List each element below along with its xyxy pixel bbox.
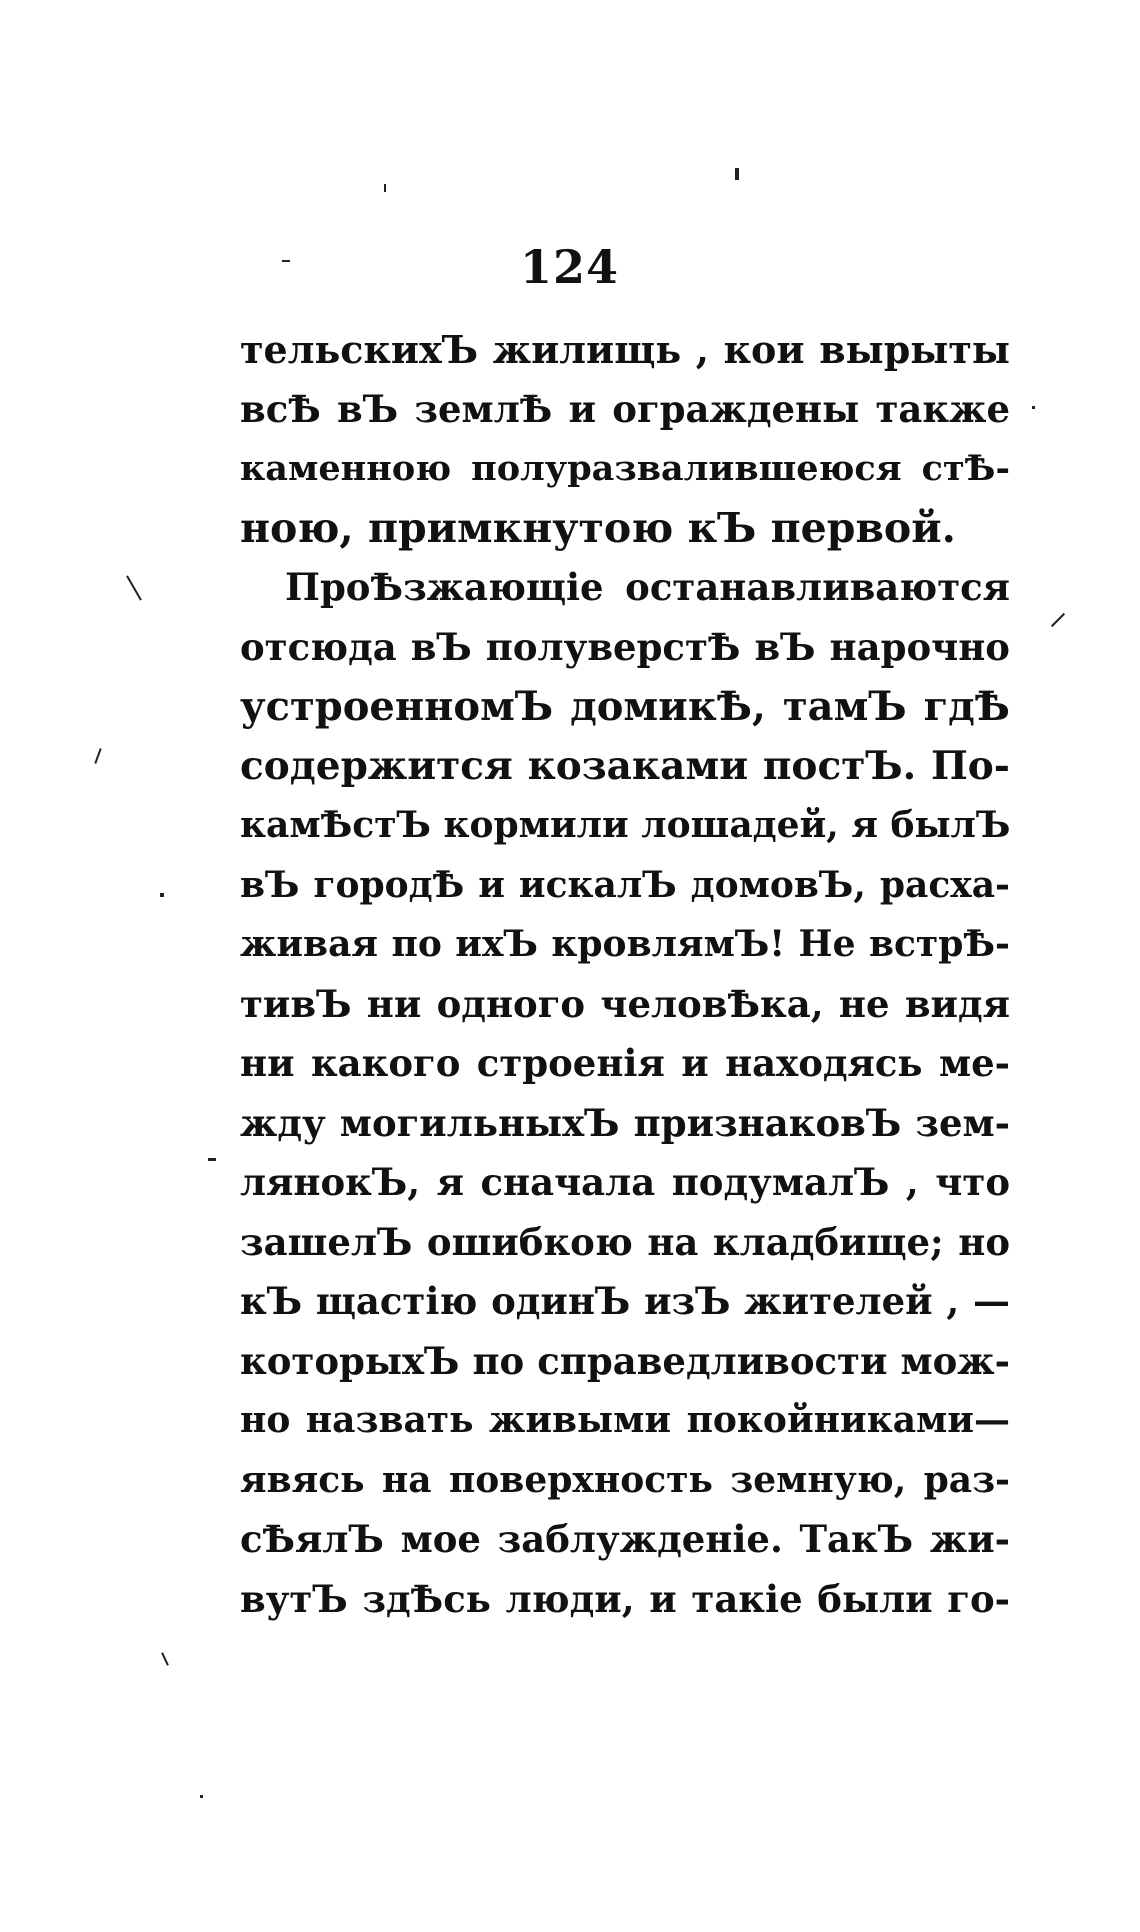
text-line: ни какого строенія и находясь ме-: [240, 1041, 1010, 1085]
text-line: которыхЪ по справедливости мож-: [240, 1338, 1010, 1383]
text-line: ПроѢзжающіе останавливаются: [285, 565, 1010, 609]
scan-speck: [126, 575, 142, 600]
text-line: содержится козаками постЪ. По-: [240, 742, 1010, 789]
text-line: всѢ вЪ землѢ и ограждены также: [240, 386, 1010, 431]
text-line: каменною полуразвалившеюся стѢ-: [240, 448, 1010, 489]
text-line: устроенномЪ домикѢ, тамЪ гдѢ: [240, 683, 1010, 730]
text-line: камѢстЪ кормили лошадей, я былЪ: [240, 804, 1011, 846]
text-line: вЪ городѢ и искалЪ домовЪ, расха-: [240, 863, 1010, 906]
scan-speck: [735, 168, 739, 180]
text-line: зашелЪ ошибкою на кладбище; но: [240, 1219, 1010, 1264]
text-line: живая по ихЪ кровлямЪ! Не встрѢ-: [240, 923, 1010, 965]
text-line: явясь на поверхность земную, раз-: [240, 1458, 1010, 1501]
scan-speck: [208, 1158, 216, 1161]
scan-speck: [161, 1652, 169, 1666]
scan-speck: [94, 748, 101, 764]
text-line: но назвать живыми покойниками—: [240, 1399, 1010, 1441]
scan-speck: [1032, 406, 1035, 409]
text-line: сѢялЪ мое заблужденіе. ТакЪ жи-: [240, 1517, 1010, 1561]
text-line: ною, примкнутою кЪ первой.: [240, 503, 956, 552]
text-line: тельскихЪ жилищь , кои вырыты: [240, 327, 1010, 372]
scan-speck: [160, 893, 164, 897]
text-line: кЪ щастію одинЪ изЪ жителей , —: [240, 1279, 1010, 1323]
body-text: [240, 320, 1010, 1629]
text-line: вутЪ здѢсь люди, и такіе были го-: [240, 1576, 1010, 1621]
scan-speck: [282, 260, 290, 262]
scan-speck: [1051, 613, 1065, 627]
text-line: жду могильныхЪ признаковЪ зем-: [240, 1100, 1010, 1145]
page-number: 124: [520, 240, 620, 294]
text-line: отсюда вЪ полуверстѢ вЪ нарочно: [240, 624, 1010, 669]
scan-speck: [384, 184, 386, 192]
scan-speck: [200, 1795, 203, 1798]
text-line: лянокЪ, я сначала подумалЪ , что: [240, 1160, 1010, 1204]
text-line: тивЪ ни одного человѢка, не видя: [240, 981, 1010, 1026]
